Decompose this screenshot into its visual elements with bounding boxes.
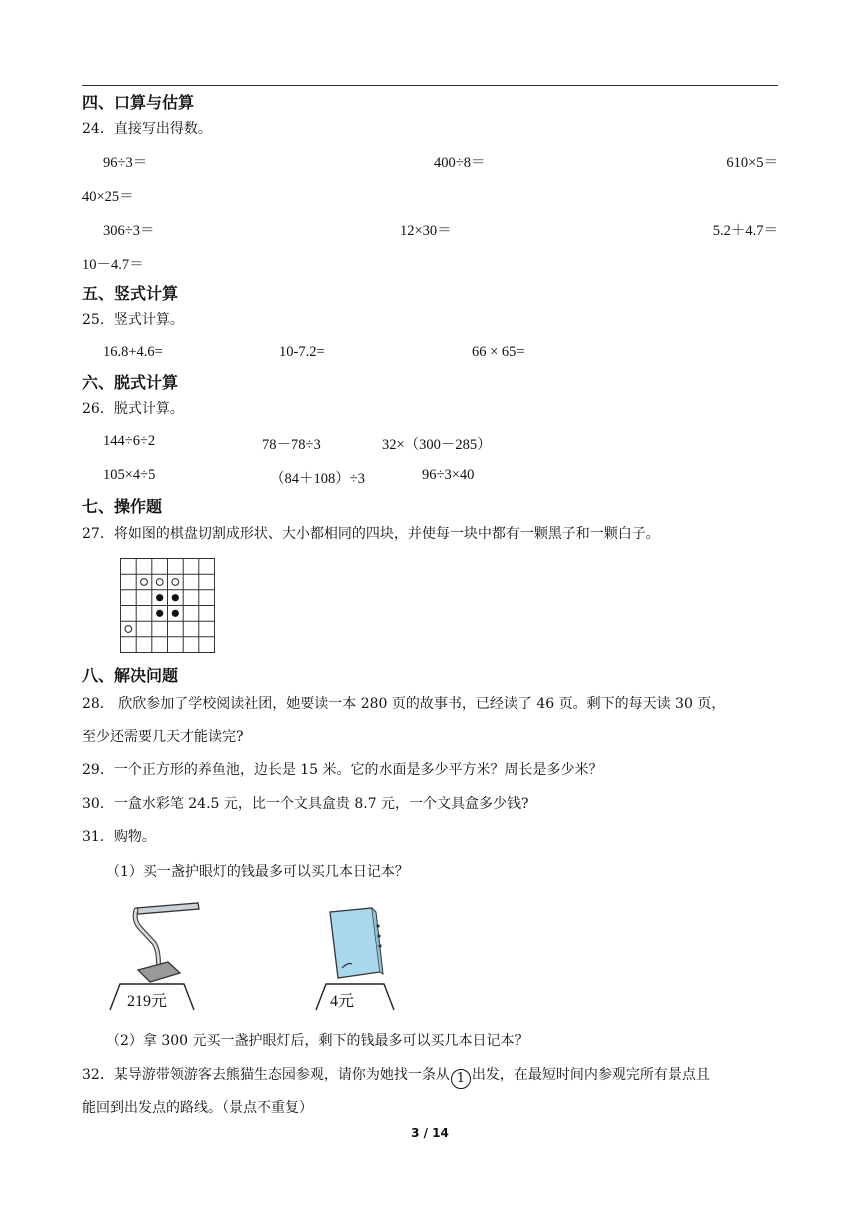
white-stone (141, 579, 148, 586)
lamp-price-tag: 219元 (127, 993, 168, 1010)
calc-item: 610×5＝ (726, 155, 778, 171)
white-stone (172, 579, 179, 586)
calc-item: 96÷3×40 (422, 467, 475, 483)
white-stone (156, 579, 163, 586)
calc-item: 40×25＝ (82, 189, 134, 205)
question-31-part2: （2）拿 300 元买一盏护眼灯后，剩下的钱最多可以买几本日记本？ (106, 1033, 529, 1049)
white-stone (125, 626, 132, 633)
calc-item: 32×（300－285） (382, 437, 492, 453)
calc-item: 12×30＝ (400, 223, 452, 239)
section-heading-8: 八、解决问题 (82, 666, 179, 685)
calc-item: 10－4.7＝ (82, 257, 144, 273)
black-stone (172, 610, 179, 617)
section-heading-4: 四、口算与估算 (82, 93, 195, 112)
page-number: 3 / 14 (411, 1126, 449, 1140)
notebook-price-tag: 4元 (330, 993, 355, 1010)
calc-item: 96÷3＝ (103, 155, 148, 171)
question-32-text-a: 32．某导游带领游客去熊猫生态园参观，请你为她找一条从 (82, 1067, 450, 1083)
notebook-illustration (312, 906, 402, 1016)
question-32-line1 (82, 1064, 710, 1089)
calc-item: 306÷3＝ (103, 223, 155, 239)
calc-item: 66 × 65= (472, 344, 525, 360)
calc-item: 78－78÷3 (262, 437, 321, 453)
header-rule (82, 85, 778, 86)
notebook-cover (330, 908, 380, 978)
section-heading-7: 七、操作题 (82, 497, 163, 516)
calc-item: 144÷6÷2 (103, 433, 156, 449)
calc-item: 5.2＋4.7＝ (712, 223, 778, 239)
question-28-line2: 至少还需要几天才能读完? (82, 729, 244, 745)
question-32-line2: 能回到出发点的路线。（景点不重复） (82, 1100, 313, 1116)
black-stone (156, 594, 163, 601)
question-31: 31．购物。 (82, 829, 156, 845)
question-30: 30．一盒水彩笔 24.5 元，比一个文具盒贵 8.7 元，一个文具盒多少钱? (82, 796, 529, 812)
calc-item: （84＋108）÷3 (270, 471, 365, 487)
question-24: 24．直接写出得数。 (82, 121, 212, 137)
question-28-line1: 28． 欣欣参加了学校阅读社团，她要读一本 280 页的故事书，已经读了 46 页。剩下的每天读 30 页， (82, 696, 726, 712)
calc-item: 10-7.2= (279, 344, 325, 360)
section-heading-5: 五、竖式计算 (82, 284, 179, 303)
calc-item: 400÷8＝ (434, 155, 486, 171)
question-31-part1: （1）买一盏护眼灯的钱最多可以买几本日记本？ (106, 864, 409, 880)
circled-number-icon (451, 1069, 471, 1089)
question-27: 27．将如图的棋盘切割成形状、大小都相同的四块，并使每一块中都有一颗黑子和一颗白子。 (82, 526, 660, 542)
circled-number: 1 (456, 1071, 465, 1086)
question-29: 29．一个正方形的养鱼池，边长是 15 米。它的水面是多少平方米？周长是多少米？ (82, 762, 603, 778)
lamp-arm-outline (135, 910, 158, 974)
calc-item: 16.8+4.6= (103, 344, 163, 360)
black-stone (156, 610, 163, 617)
calc-item: 105×4÷5 (103, 467, 156, 483)
question-25: 25．竖式计算。 (82, 312, 184, 328)
lamp-base (138, 962, 180, 982)
question-26: 26．脱式计算。 (82, 401, 184, 417)
lamp-head (136, 903, 199, 914)
price-tent-notebook (316, 984, 394, 1010)
question-32-text-b: 出发，在最短时间内参观完所有景点且 (471, 1067, 710, 1083)
black-stone (172, 594, 179, 601)
section-heading-6: 六、脱式计算 (82, 373, 179, 392)
chessboard-figure (118, 556, 218, 656)
